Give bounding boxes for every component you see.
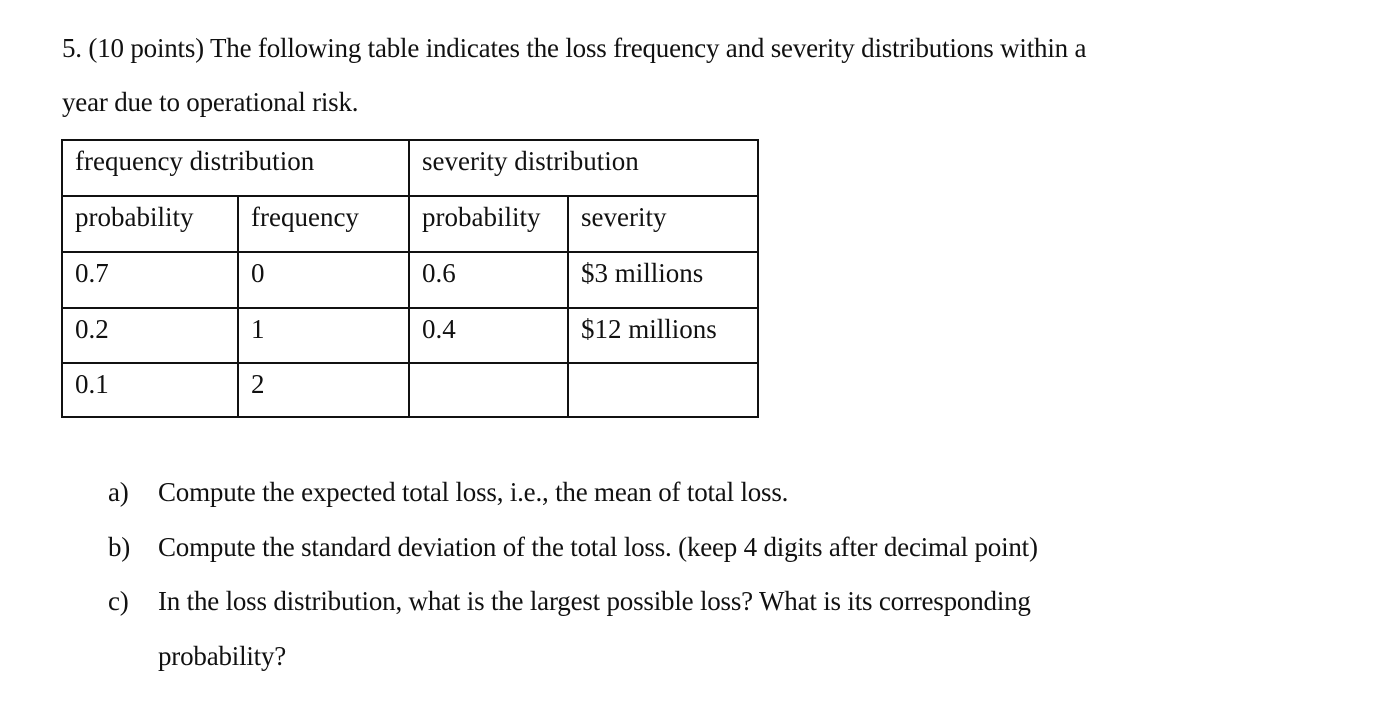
table-cell: $3 millions <box>581 258 704 288</box>
question-intro-line-2: year due to operational risk. <box>62 87 359 117</box>
table-cell: 0.6 <box>422 258 456 288</box>
part-c-text: In the loss distribution, what is the largest possible loss? What is its corresponding <box>158 586 1031 616</box>
table-cell: 0.2 <box>75 314 109 344</box>
table-cell: 2 <box>251 369 265 399</box>
part-a-label: a) <box>108 477 129 507</box>
column-header: frequency <box>251 202 359 232</box>
table-cell: 0.7 <box>75 258 109 288</box>
table-cell: 0 <box>251 258 265 288</box>
distribution-table <box>61 139 759 418</box>
frequency-distribution-header: frequency distribution <box>75 146 315 176</box>
column-header: severity <box>581 202 667 232</box>
part-c-continuation: probability? <box>158 641 287 671</box>
part-b-text: Compute the standard deviation of the total loss. (keep 4 digits after decimal point) <box>158 532 1038 562</box>
table-cell <box>569 364 757 369</box>
table-cell: 0.1 <box>75 369 109 399</box>
column-header: probability <box>75 202 194 232</box>
column-header: probability <box>422 202 541 232</box>
question-intro-line-1: 5. (10 points) The following table indicates the loss frequency and severity distributions within a <box>62 33 1087 63</box>
part-a-text: Compute the expected total loss, i.e., the mean of total loss. <box>158 477 789 507</box>
severity-distribution-header: severity distribution <box>422 146 639 176</box>
part-c-label: c) <box>108 586 129 616</box>
table-cell: 1 <box>251 314 265 344</box>
table-cell <box>410 364 567 369</box>
part-b-label: b) <box>108 532 131 562</box>
table-cell: $12 millions <box>581 314 717 344</box>
table-cell: 0.4 <box>422 314 456 344</box>
